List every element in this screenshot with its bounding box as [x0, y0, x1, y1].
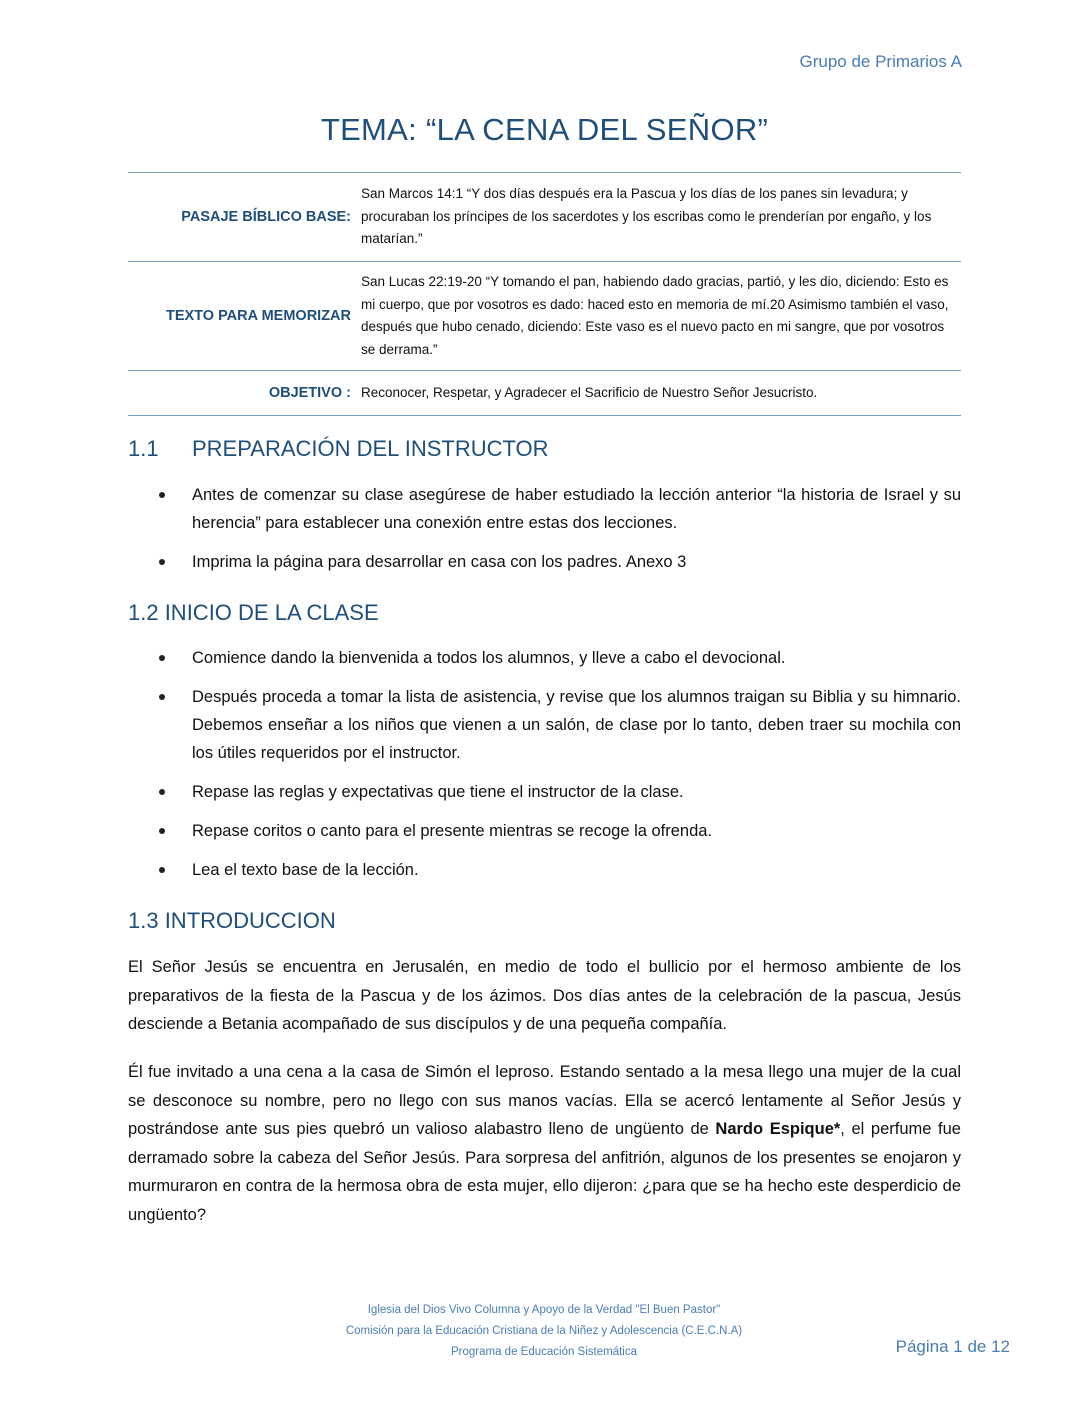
- list-item-text: Después proceda a tomar la lista de asistencia, y revise que los alumnos traigan su Biblia y su himnario. Debemos enseñar a los niños que vienen a un salón, de clase por lo tanto, deben traer su mochila con los útiles requeridos por el instructor.: [192, 688, 961, 762]
- info-label-texto: TEXTO PARA MEMORIZAR: [165, 308, 351, 324]
- bullet-icon: [159, 492, 165, 498]
- bullet-icon: [159, 867, 165, 873]
- section-heading-1-2: 1.2 INICIO DE LA CLASE: [128, 600, 379, 625]
- page-number: Página 1 de 12: [895, 1337, 1010, 1356]
- info-label-pasaje: PASAJE BÍBLICO BASE:: [181, 209, 351, 225]
- info-row-texto: [128, 262, 961, 371]
- bullet-icon: [159, 559, 165, 565]
- bullet-list-inicio: [128, 644, 961, 895]
- page-title: TEMA: “LA CENA DEL SEÑOR”: [320, 112, 769, 147]
- intro-paragraph-2: [128, 1058, 961, 1229]
- list-item-text: Repase coritos o canto para el presente mientras se recoge la ofrenda.: [192, 822, 713, 840]
- list-item-text: Repase las reglas y expectativas que tiene el instructor de la clase.: [192, 783, 684, 801]
- lesson-info-table: [128, 172, 961, 416]
- footer-commission: Comisión para la Educación Cristiana de la Niñez y Adolescencia (C.E.C.N.A): [345, 1325, 743, 1337]
- list-item-text: Imprima la página para desarrollar en casa con los padres. Anexo 3: [192, 553, 687, 571]
- info-value-pasaje: San Marcos 14:1 “Y dos días después era la Pascua y los días de los panes sin levadura; y procuraban los príncipes de los sacerdotes y los escribas como le prenderían por engaño, y los matarían.”: [361, 186, 932, 247]
- info-label-objetivo: OBJETIVO :: [268, 385, 351, 401]
- info-row-pasaje: [128, 173, 961, 262]
- intro-paragraph-1: El Señor Jesús se encuentra en Jerusalén, en medio de todo el bullicio por el hermoso ambiente de los preparativos de la fiesta de la Pascua y de los ázimos. Dos días antes de la celebración de la pascua, Jesús desciende a Betania acompañado de sus discípulos y de una pequeña compañía.: [128, 958, 961, 1033]
- list-item-text: Lea el texto base de la lección.: [192, 861, 419, 879]
- paragraph-text: Él fue invitado a una cena a la casa de Simón el leproso. Estando sentado a la mesa llego una mujer de la cual se desconoce su nombre, pero no llego con sus manos vacías. Ella se acercó lentamente al Señor Jesús y postrándose ante sus pies quebró un valioso alabastro lleno de ungüento de: [128, 1063, 961, 1138]
- section-title: PREPARACIÓN DEL INSTRUCTOR: [192, 436, 549, 461]
- section-heading-1-3: 1.3 INTRODUCCION: [128, 908, 336, 933]
- paragraph-bold-term: Nardo Espique*: [715, 1120, 841, 1138]
- paragraph-text: , el perfume fue derramado sobre la cabeza del Señor Jesús. Para sorpresa del anfitrión, algunos de los presentes se enojaron y murmuraron en contra de la hermosa obra de esta mujer, ello dijeron: ¿para que se ha hecho este desperdicio de ungüento?: [128, 1120, 961, 1224]
- bullet-list-preparacion: [128, 481, 961, 587]
- list-item: [128, 683, 961, 767]
- list-item-text: Comience dando la bienvenida a todos los alumnos, y lleve a cabo el devocional.: [192, 649, 786, 667]
- bullet-icon: [159, 694, 165, 700]
- list-item: [128, 481, 961, 537]
- page-header-group: Grupo de Primarios A: [799, 52, 962, 71]
- section-number: 1.1: [128, 436, 159, 461]
- list-item-text: Antes de comenzar su clase asegúrese de haber estudiado la lección anterior “la historia de Israel y su herencia” para establecer una conexión entre estas dos lecciones.: [192, 486, 961, 532]
- info-value-texto: San Lucas 22:19-20 “Y tomando el pan, habiendo dado gracias, partió, y les dio, diciendo: Esto es mi cuerpo, que por vosotros es dado: haced esto en memoria de mí.20 Asimismo también el vaso, después que hubo cenado, diciendo: Este vaso es el nuevo pacto en mi sangre, que por vosotros se derrama.”: [361, 274, 949, 357]
- list-item: [128, 778, 961, 806]
- footer-church: Iglesia del Dios Vivo Columna y Apoyo de la Verdad "El Buen Pastor": [367, 1304, 721, 1316]
- bullet-icon: [159, 655, 165, 661]
- bullet-icon: [159, 828, 165, 834]
- footer-program: Programa de Educación Sistemática: [450, 1346, 637, 1358]
- info-value-objetivo: Reconocer, Respetar, y Agradecer el Sacrificio de Nuestro Señor Jesucristo.: [361, 384, 818, 400]
- list-item: [128, 548, 961, 576]
- list-item: [128, 856, 961, 884]
- info-row-objetivo: [128, 371, 961, 416]
- bullet-icon: [159, 789, 165, 795]
- section-heading-1-1: [128, 436, 549, 462]
- list-item: [128, 644, 961, 672]
- list-item: [128, 817, 961, 845]
